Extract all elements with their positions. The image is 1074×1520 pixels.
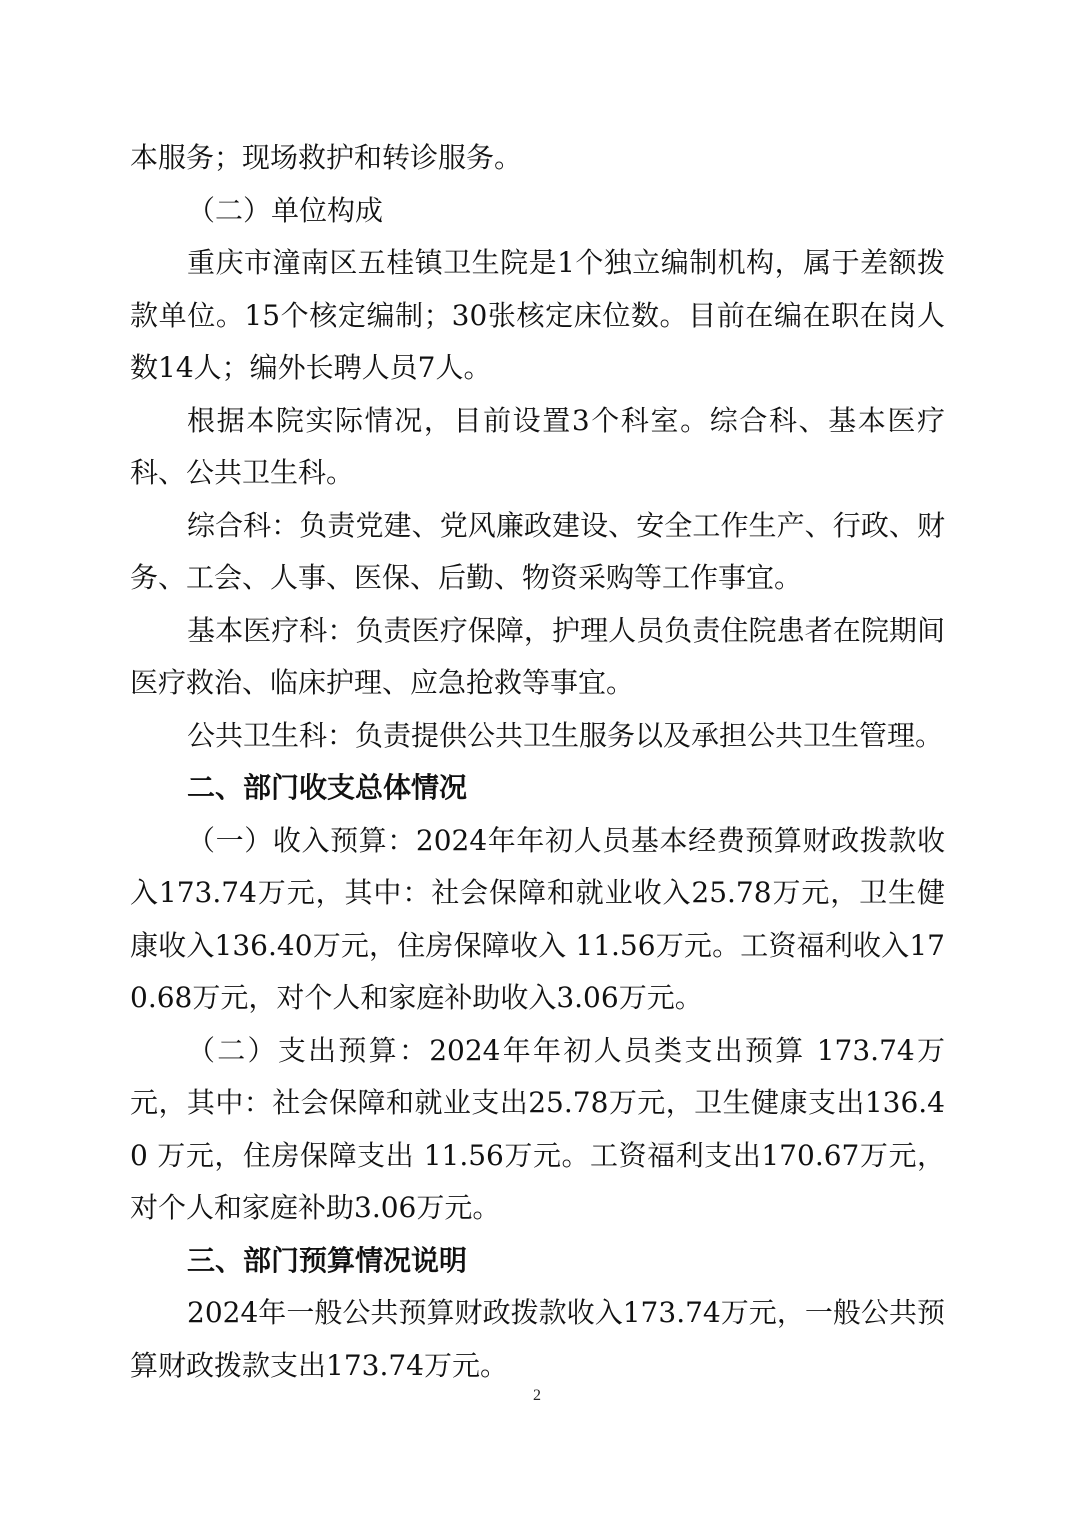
- paragraph-expenditure-budget: （二）支出预算：2024年年初人员类支出预算 173.74万元，其中：社会保障和就业支出25.78万元，卫生健康支出136.40 万元，住房保障支出 11.56万元。工资福利支出170.67万元，对个人和家庭补助3.06万元。: [130, 1033, 945, 1224]
- paragraph-income-budget: （一）收入预算：2024年年初人员基本经费预算财政拨款收入173.74万元，其中：社会保障和就业收入25.78万元，卫生健康收入136.40万元，住房保障收入 11.56万元。工资福利收入170.68万元，对个人和家庭补助收入3.06万元。: [130, 823, 945, 1014]
- heading-budget-explanation: 三、部门预算情况说明: [187, 1243, 468, 1277]
- subheading-unit-composition: （二）单位构成: [187, 193, 384, 227]
- paragraph-unit-overview: 重庆市潼南区五桂镇卫生院是1个独立编制机构，属于差额拨款单位。15个核定编制；30张核定床位数。目前在编在职在岗人数14人；编外长聘人员7人。: [130, 246, 945, 384]
- paragraph-general-budget: 2024年一般公共预算财政拨款收入173.74万元，一般公共预算财政拨款支出173.74万元。: [130, 1296, 945, 1382]
- paragraph-public-health-dept: 公共卫生科：负责提供公共卫生服务以及承担公共卫生管理。: [187, 718, 944, 752]
- paragraph-medical-dept: 基本医疗科：负责医疗保障，护理人员负责住院患者在院期间医疗救治、临床护理、应急抢救等事宜。: [130, 613, 945, 699]
- page-number: 2: [533, 1387, 541, 1404]
- heading-revenue-expenditure: 二、部门收支总体情况: [187, 771, 468, 804]
- paragraph-continuation: 本服务；现场救护和转诊服务。: [130, 141, 523, 174]
- paragraph-general-dept: 综合科：负责党建、党风廉政建设、安全工作生产、行政、财务、工会、人事、医保、后勤、物资采购等工作事宜。: [130, 508, 945, 594]
- document-body: [130, 132, 945, 1392]
- paragraph-departments: 根据本院实际情况，目前设置3个科室。综合科、基本医疗科、公共卫生科。: [130, 403, 945, 489]
